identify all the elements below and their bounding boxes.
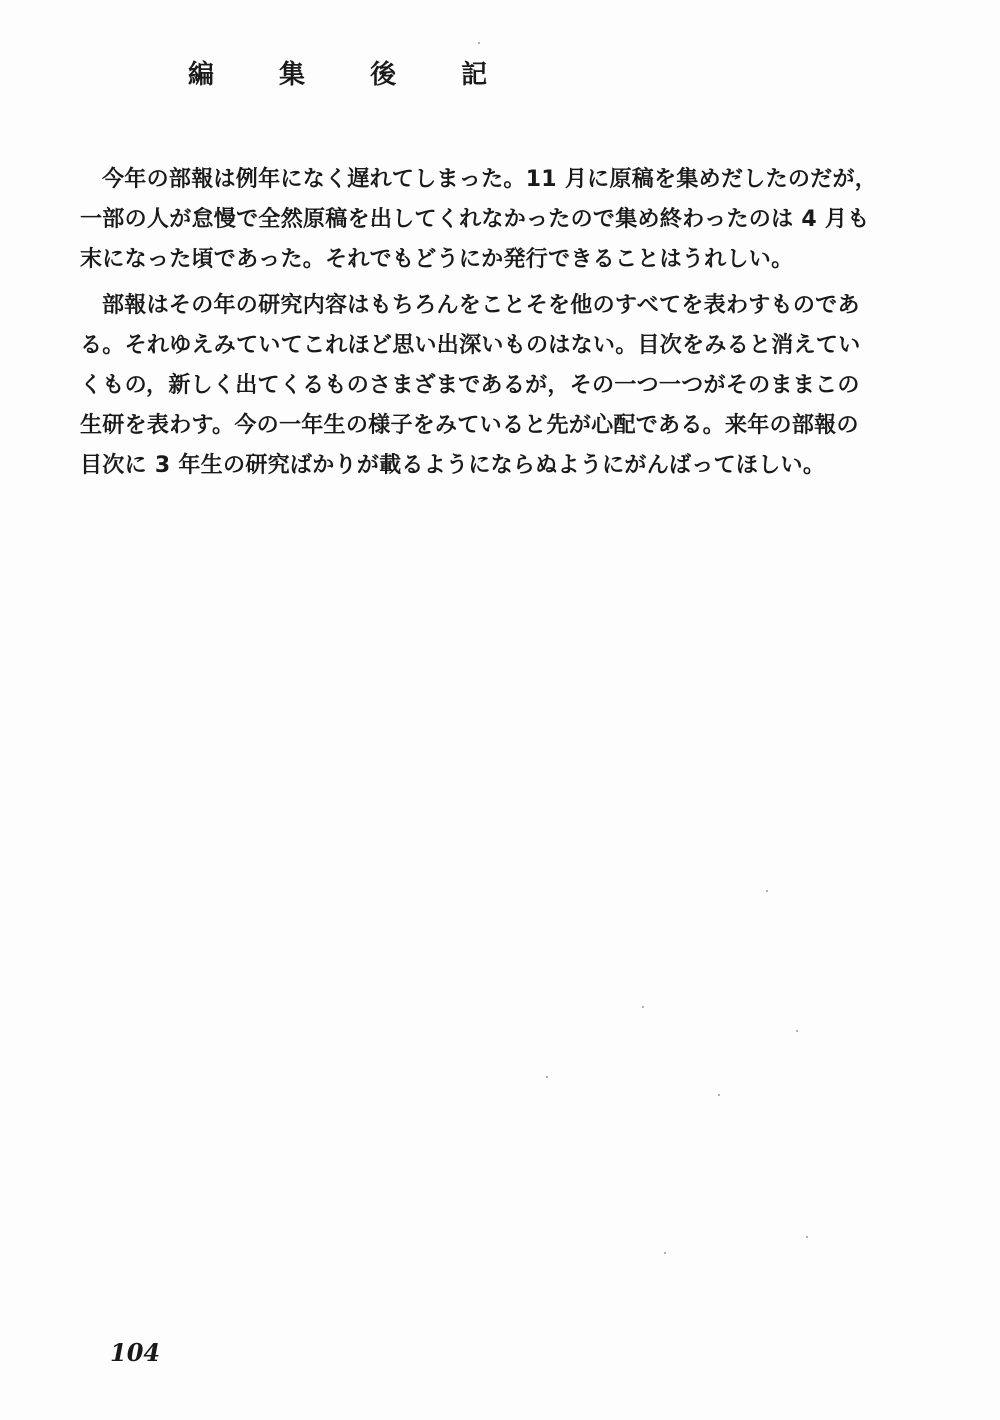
scan-speck — [766, 890, 768, 892]
text-line: 一部の人が怠慢で全然原稿を出してくれなかったので集め終わったのは 4 月も — [80, 207, 870, 232]
scan-speck — [546, 1076, 548, 1078]
text-line: 今年の部報は例年になく遅れてしまった。11 月に原稿を集めだしたのだが， — [102, 167, 878, 192]
text-line: 目次に 3 年生の研究ばかりが載るようにならぬようにがんばってほしい。 — [80, 453, 826, 478]
text-line: 生研を表わす。今の一年生の様子をみていると先が心配である。来年の部報の — [80, 413, 859, 438]
text-line: る。それゆえみていてこれほど思い出深いものはない。目次をみると消えてい — [80, 333, 861, 358]
paragraph-1 — [80, 160, 920, 280]
page-title: 編 集 後 記 — [188, 60, 516, 90]
scan-speck — [806, 1236, 808, 1238]
scan-speck — [478, 42, 480, 44]
paragraph-2 — [80, 286, 920, 486]
scan-speck — [796, 1030, 798, 1032]
scan-speck — [718, 1094, 720, 1096]
body-text — [80, 160, 920, 486]
text-line: 末になった頃であった。それでもどうにか発行できることはうれしい。 — [80, 247, 794, 272]
scan-speck — [664, 1252, 666, 1254]
page-number: 104 — [110, 1338, 161, 1367]
text-line: 部報はその年の研究内容はもちろんをことそを他のすべてを表わすものであ — [102, 293, 860, 318]
text-line: くもの，新しく出てくるものさまざまであるが，その一つ一つがそのままこの — [80, 373, 860, 398]
scan-speck — [642, 1006, 644, 1008]
